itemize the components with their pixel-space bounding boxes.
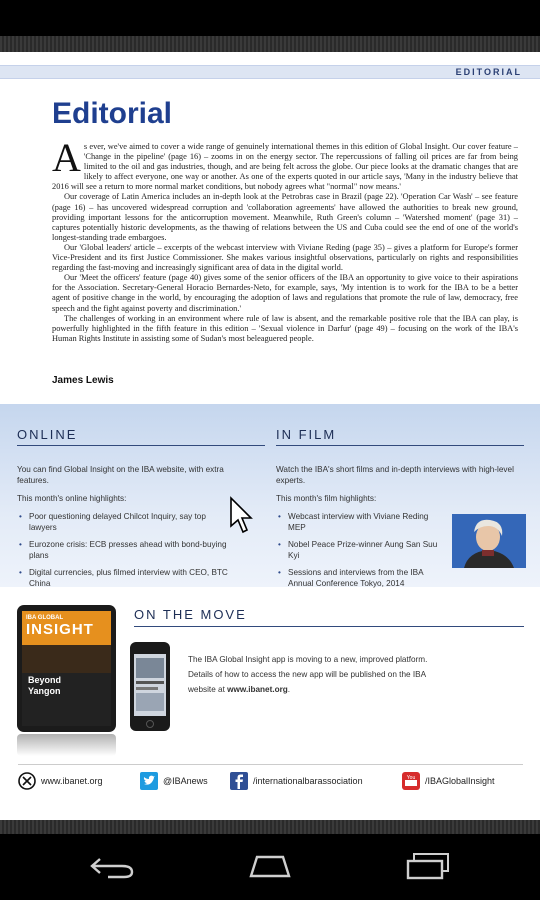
article-paragraph: Our 'Meet the officers' feature (page 40) gives some of the senior officers of the IBA an opportunity to give voice to their aspirations for the Association. Secretary-General Horacio Bernardes-Neto, for example, says, 'My intention is to work for the IBA to be a better agent of positive change in the world, by encouraging the adoption of laws and regulations that promote the rule of law, democracy, free speech and the fight against poverty and discrimination.' [52, 273, 518, 313]
footer-twitter[interactable]: @IBAnews [140, 772, 208, 790]
in-film-heading: IN FILM [276, 427, 337, 442]
online-item[interactable]: • Eurozone crisis: ECB presses ahead with bond-buying plans [17, 539, 232, 561]
tablet-image [17, 605, 116, 732]
page-title: Editorial [52, 97, 173, 130]
online-heading: ONLINE [17, 427, 78, 442]
online-item[interactable]: • Poor questioning delayed Chilcot Inquiry, say top lawyers [17, 511, 232, 533]
back-button[interactable] [82, 852, 142, 884]
tablet-brand: IBA GLOBAL [26, 615, 64, 621]
online-column [17, 464, 232, 595]
article-paragraph: The challenges of working in an environment where rule of law is absent, and the remarkable positive role that the IBA can play, is powerfully highlighted in the fifth feature in this edition – 'Sexual violence in Darfur' (page 49) – focusing on the work of the IBA's Human Rights Institute in assisting some of Sudan's most beleaguered people. [52, 313, 518, 343]
online-rule [17, 445, 265, 446]
move-line: The IBA Global Insight app is moving to a new, improved platform. [188, 655, 428, 664]
youtube-icon [402, 772, 420, 790]
move-line: Details of how to access the new app will be published on the IBA [188, 670, 427, 679]
recent-apps-icon [402, 852, 454, 885]
reader-bottom-strip [0, 820, 540, 834]
tablet-headline-2: Yangon [28, 686, 61, 696]
film-item[interactable]: • Nobel Peace Prize-winner Aung San Suu Kyi [276, 539, 444, 561]
footer-facebook[interactable]: /internationalbarassociation [230, 772, 363, 790]
move-line: website at www.ibanet.org. [188, 685, 291, 694]
article-paragraph: Our 'Global leaders' article – excerpts of the webcast interview with Viviane Reding (page 35) – gives a platform for Europe's former Vice-President and its first Justice Commissioner. She makes various insightful observations, particularly on rights and responsibilities regarding the fast-moving and increasingly significant area of data in the digital world. [52, 242, 518, 273]
magazine-page[interactable] [0, 52, 540, 820]
section-label: EDITORIAL [455, 67, 522, 77]
on-the-move-heading: ON THE MOVE [134, 607, 247, 622]
footer-youtube[interactable]: You /IBAGlobalInsight [402, 772, 495, 790]
back-arrow-icon [88, 853, 136, 884]
globe-x-icon [18, 772, 36, 790]
recent-apps-button[interactable] [398, 852, 458, 884]
film-item[interactable]: • Sessions and interviews from the IBA Annual Conference Tokyo, 2014 [276, 567, 444, 589]
mouse-cursor-icon [229, 496, 253, 534]
facebook-icon [230, 772, 248, 790]
svg-text:You: You [406, 775, 416, 781]
in-film-subhead: This month's film highlights: [276, 494, 377, 503]
home-button[interactable] [240, 852, 300, 884]
drop-cap: A [52, 135, 81, 180]
home-icon [243, 854, 297, 883]
section-bar [0, 65, 540, 79]
reader-top-strip [0, 36, 540, 52]
on-the-move-rule [134, 626, 524, 627]
in-film-rule [276, 445, 524, 446]
footer-website[interactable]: www.ibanet.org [18, 772, 103, 790]
online-item[interactable]: • Digital currencies, plus filmed interview with CEO, BTC China [17, 567, 232, 589]
phone-image [130, 642, 170, 731]
footer-rule [18, 764, 523, 765]
in-film-intro: Watch the IBA's short films and in-depth interviews with high-level experts. [276, 465, 514, 485]
twitter-icon [140, 772, 158, 790]
tablet-title: INSIGHT [26, 621, 94, 638]
film-item[interactable]: • Webcast interview with Viviane Reding MEP [276, 511, 444, 533]
tablet-reflection [17, 734, 116, 756]
author-signature: James Lewis [52, 375, 114, 386]
interview-photo[interactable] [452, 514, 526, 568]
online-intro: You can find Global Insight on the IBA website, with extra features. [17, 465, 224, 485]
tablet-headline-1: Beyond [28, 675, 62, 685]
navigation-bar [0, 834, 540, 900]
tablet-screen [22, 611, 111, 726]
editorial-article [52, 135, 518, 344]
phone-screen [134, 654, 166, 716]
website-link[interactable]: www.ibanet.org [227, 685, 288, 694]
article-paragraph: As ever, we've aimed to cover a wide range of genuinely international themes in this edition of Global Insight. Our cover feature – 'Change in the pipeline' (page 16) – zooms in on the energy sector. The repercussions of falling oil prices are far from being limited to the oil and gas industries, though, and are being felt across the globe. Our piece looks at the dramatic changes that are likely to affect everyone, one way or another. As one of the experts quoted in our article says, 'Many in the industry believe that 2016 will see a return to more normal market conditions, but nobody agrees what "normal" now means.' [52, 135, 518, 192]
on-the-move-text [188, 652, 458, 697]
online-subhead: This month's online highlights: [17, 494, 127, 503]
article-paragraph: Our coverage of Latin America includes an in-depth look at the Petrobras case in Brazil (page 22). 'Operation Car Wash' – see feature (page 16) – has uncovered widespread corruption and 'collaboration agreements' have allowed the authorities to break new ground, providing important lessons for the anticorruption movement. Meanwhile, Ruth Green's column – 'Watershed moment' (page 31) – captures potentially historic developments, as the thawing of relations between the US and Cuba could see the end of one of the world's longest-standing trade embargoes. [52, 192, 518, 242]
